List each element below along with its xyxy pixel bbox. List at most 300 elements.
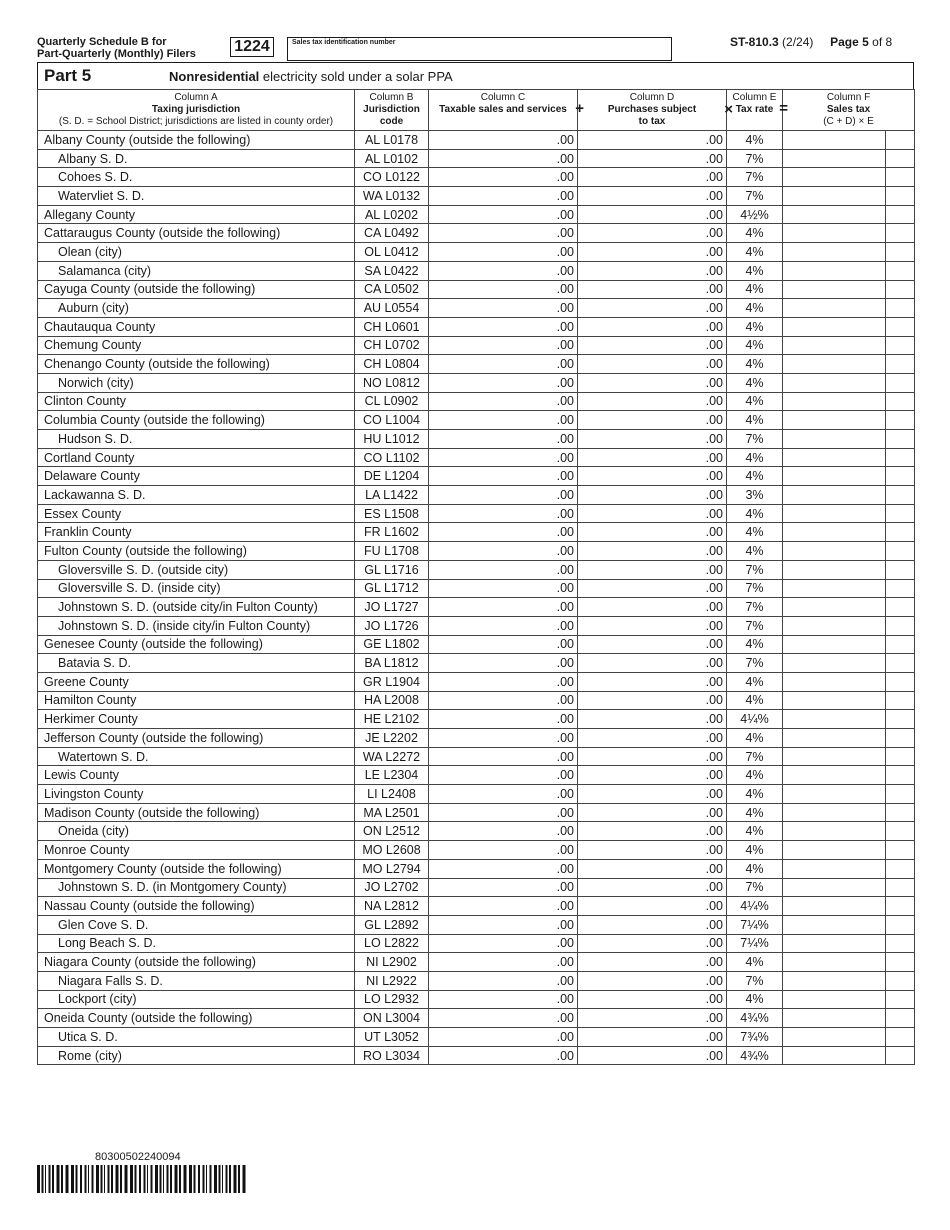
sales-tax-cents-field[interactable] (886, 953, 915, 972)
sales-tax-field[interactable] (783, 598, 886, 617)
taxable-sales-field[interactable]: .00 (429, 523, 578, 542)
jurisdiction-name: Batavia S. D. (38, 654, 355, 673)
purchases-field[interactable]: .00 (578, 131, 727, 150)
jurisdiction-code: SA L0422 (355, 261, 429, 280)
taxable-sales-field[interactable]: .00 (429, 1009, 578, 1028)
jurisdiction-code: JO L1726 (355, 616, 429, 635)
sales-tax-field[interactable] (783, 280, 886, 299)
purchases-field[interactable]: .00 (578, 205, 727, 224)
jurisdiction-name: Long Beach S. D. (38, 934, 355, 953)
jurisdiction-name: Jefferson County (outside the following) (38, 729, 355, 748)
jurisdiction-code: NO L0812 (355, 373, 429, 392)
purchases-field[interactable]: .00 (578, 336, 727, 355)
sales-tax-cents-field[interactable] (886, 224, 915, 243)
tax-rate: 7% (727, 579, 783, 598)
jurisdiction-code: GE L1802 (355, 635, 429, 654)
sales-tax-field[interactable] (783, 616, 886, 635)
jurisdiction-name: Gloversville S. D. (outside city) (38, 560, 355, 579)
sales-tax-field[interactable] (783, 373, 886, 392)
purchases-field[interactable]: .00 (578, 299, 727, 318)
sales-tax-cents-field[interactable] (886, 355, 915, 374)
table-row (38, 280, 915, 299)
taxable-sales-field[interactable]: .00 (429, 280, 578, 299)
sales-tax-cents-field[interactable] (886, 430, 915, 449)
taxable-sales-field[interactable]: .00 (429, 542, 578, 561)
jurisdiction-name: Livingston County (38, 785, 355, 804)
taxable-sales-field[interactable]: .00 (429, 355, 578, 374)
purchases-field[interactable]: .00 (578, 523, 727, 542)
taxable-sales-field[interactable]: .00 (429, 878, 578, 897)
taxable-sales-field[interactable]: .00 (429, 598, 578, 617)
sales-tax-cents-field[interactable] (886, 1046, 915, 1065)
jurisdiction-name: Glen Cove S. D. (38, 915, 355, 934)
taxable-sales-field[interactable]: .00 (429, 467, 578, 486)
purchases-field[interactable]: .00 (578, 355, 727, 374)
purchases-field[interactable]: .00 (578, 542, 727, 561)
column-a-header: Column A Taxing jurisdiction (S. D. = School District; jurisdictions are listed in county order) (38, 90, 355, 131)
purchases-field[interactable]: .00 (578, 1028, 727, 1047)
taxable-sales-field[interactable]: .00 (429, 915, 578, 934)
purchases-field[interactable]: .00 (578, 411, 727, 430)
sales-tax-cents-field[interactable] (886, 616, 915, 635)
purchases-field[interactable]: .00 (578, 785, 727, 804)
tax-rate: 7% (727, 187, 783, 206)
tax-rate: 4¾% (727, 1046, 783, 1065)
sales-tax-field[interactable] (783, 467, 886, 486)
jurisdiction-code: MO L2608 (355, 841, 429, 860)
purchases-field[interactable]: .00 (578, 504, 727, 523)
sales-tax-cents-field[interactable] (886, 822, 915, 841)
taxable-sales-field[interactable]: .00 (429, 560, 578, 579)
form-title-line2: Part-Quarterly (Monthly) Filers (37, 48, 196, 60)
sales-tax-field[interactable] (783, 729, 886, 748)
sales-tax-field[interactable] (783, 299, 886, 318)
sales-tax-field[interactable] (783, 205, 886, 224)
tax-rate: 7% (727, 971, 783, 990)
sales-tax-cents-field[interactable] (886, 672, 915, 691)
sales-tax-cents-field[interactable] (886, 373, 915, 392)
taxable-sales-field[interactable]: .00 (429, 504, 578, 523)
purchases-field[interactable]: .00 (578, 430, 727, 449)
sales-tax-field[interactable] (783, 915, 886, 934)
purchases-field[interactable]: .00 (578, 187, 727, 206)
purchases-field[interactable]: .00 (578, 1046, 727, 1065)
sales-tax-cents-field[interactable] (886, 411, 915, 430)
purchases-field[interactable]: .00 (578, 878, 727, 897)
sales-tax-cents-field[interactable] (886, 467, 915, 486)
sales-tax-field[interactable] (783, 990, 886, 1009)
purchases-field[interactable]: .00 (578, 691, 727, 710)
sales-tax-field[interactable] (783, 392, 886, 411)
purchases-field[interactable]: .00 (578, 934, 727, 953)
jurisdiction-code: JO L1727 (355, 598, 429, 617)
column-d-header: Column D Purchases subject to tax × (578, 90, 727, 131)
purchases-field[interactable]: .00 (578, 168, 727, 187)
table-row (38, 523, 915, 542)
taxable-sales-field[interactable]: .00 (429, 934, 578, 953)
jurisdiction-code: AL L0102 (355, 149, 429, 168)
table-row (38, 616, 915, 635)
purchases-field[interactable]: .00 (578, 486, 727, 505)
sales-tax-cents-field[interactable] (886, 971, 915, 990)
taxable-sales-field[interactable]: .00 (429, 168, 578, 187)
sales-tax-field[interactable] (783, 542, 886, 561)
tax-rate: 4% (727, 355, 783, 374)
purchases-field[interactable]: .00 (578, 729, 727, 748)
sales-tax-cents-field[interactable] (886, 523, 915, 542)
taxable-sales-field[interactable]: .00 (429, 392, 578, 411)
taxable-sales-field[interactable]: .00 (429, 317, 578, 336)
tax-rate: 4% (727, 542, 783, 561)
taxable-sales-field[interactable]: .00 (429, 486, 578, 505)
sales-tax-cents-field[interactable] (886, 486, 915, 505)
purchases-field[interactable]: .00 (578, 598, 727, 617)
jurisdiction-code: LE L2304 (355, 766, 429, 785)
tax-rate: 4% (727, 803, 783, 822)
taxable-sales-field[interactable]: .00 (429, 859, 578, 878)
taxable-sales-field[interactable]: .00 (429, 579, 578, 598)
purchases-field[interactable]: .00 (578, 373, 727, 392)
sales-tax-field[interactable] (783, 672, 886, 691)
jurisdiction-name: Fulton County (outside the following) (38, 542, 355, 561)
purchases-field[interactable]: .00 (578, 635, 727, 654)
tax-rate: 4% (727, 317, 783, 336)
purchases-field[interactable]: .00 (578, 859, 727, 878)
table-row (38, 990, 915, 1009)
sales-tax-cents-field[interactable] (886, 803, 915, 822)
purchases-field[interactable]: .00 (578, 149, 727, 168)
sales-tax-field[interactable] (783, 747, 886, 766)
sales-tax-field[interactable] (783, 822, 886, 841)
sales-tax-cents-field[interactable] (886, 990, 915, 1009)
tax-rate: 4% (727, 859, 783, 878)
table-row (38, 504, 915, 523)
sales-tax-cents-field[interactable] (886, 747, 915, 766)
sales-tax-cents-field[interactable] (886, 131, 915, 150)
sales-tax-cents-field[interactable] (886, 691, 915, 710)
sales-tax-cents-field[interactable] (886, 299, 915, 318)
purchases-field[interactable]: .00 (578, 971, 727, 990)
taxable-sales-field[interactable]: .00 (429, 672, 578, 691)
taxable-sales-field[interactable]: .00 (429, 448, 578, 467)
tax-rate: 4% (727, 766, 783, 785)
sales-tax-cents-field[interactable] (886, 392, 915, 411)
jurisdiction-code: FU L1708 (355, 542, 429, 561)
sales-tax-cents-field[interactable] (886, 897, 915, 916)
taxable-sales-field[interactable]: .00 (429, 149, 578, 168)
jurisdiction-code: AL L0202 (355, 205, 429, 224)
sales-tax-field[interactable] (783, 560, 886, 579)
taxable-sales-field[interactable]: .00 (429, 224, 578, 243)
tax-rate: 7% (727, 747, 783, 766)
taxable-sales-field[interactable]: .00 (429, 336, 578, 355)
sales-tax-field[interactable] (783, 486, 886, 505)
jurisdiction-name: Cortland County (38, 448, 355, 467)
taxable-sales-field[interactable]: .00 (429, 187, 578, 206)
taxable-sales-field[interactable]: .00 (429, 990, 578, 1009)
sales-tax-cents-field[interactable] (886, 560, 915, 579)
table-row (38, 729, 915, 748)
jurisdiction-code: JE L2202 (355, 729, 429, 748)
jurisdiction-code: HU L1012 (355, 430, 429, 449)
taxable-sales-field[interactable]: .00 (429, 635, 578, 654)
purchases-field[interactable]: .00 (578, 560, 727, 579)
sales-tax-cents-field[interactable] (886, 243, 915, 262)
sales-tax-cents-field[interactable] (886, 729, 915, 748)
sales-tax-cents-field[interactable] (886, 878, 915, 897)
purchases-field[interactable]: .00 (578, 243, 727, 262)
sales-tax-field[interactable] (783, 766, 886, 785)
purchases-field[interactable]: .00 (578, 766, 727, 785)
sales-tax-cents-field[interactable] (886, 785, 915, 804)
jurisdiction-name: Clinton County (38, 392, 355, 411)
jurisdiction-code: ON L2512 (355, 822, 429, 841)
sales-tax-cents-field[interactable] (886, 841, 915, 860)
table-row (38, 635, 915, 654)
sales-tax-cents-field[interactable] (886, 579, 915, 598)
sales-tax-cents-field[interactable] (886, 448, 915, 467)
tax-rate: 4% (727, 373, 783, 392)
purchases-field[interactable]: .00 (578, 261, 727, 280)
jurisdiction-code: LO L2932 (355, 990, 429, 1009)
jurisdiction-code: GL L2892 (355, 915, 429, 934)
plus-operator-icon: + (575, 100, 584, 117)
sales-tax-field[interactable] (783, 523, 886, 542)
taxable-sales-field[interactable]: .00 (429, 710, 578, 729)
tax-rate: 7% (727, 654, 783, 673)
sales-tax-field[interactable] (783, 953, 886, 972)
sales-tax-cents-field[interactable] (886, 280, 915, 299)
form-title (37, 36, 196, 60)
purchases-field[interactable]: .00 (578, 448, 727, 467)
purchases-field[interactable]: .00 (578, 280, 727, 299)
jurisdiction-code: ON L3004 (355, 1009, 429, 1028)
table-row (38, 467, 915, 486)
sales-tax-cents-field[interactable] (886, 1009, 915, 1028)
sales-tax-field[interactable] (783, 579, 886, 598)
sales-tax-field[interactable] (783, 430, 886, 449)
jurisdiction-name: Nassau County (outside the following) (38, 897, 355, 916)
sales-tax-field[interactable] (783, 448, 886, 467)
sales-tax-field[interactable] (783, 635, 886, 654)
jurisdiction-code: CA L0502 (355, 280, 429, 299)
sales-tax-cents-field[interactable] (886, 168, 915, 187)
sales-tax-field[interactable] (783, 131, 886, 150)
table-row (38, 205, 915, 224)
tax-rate: 7% (727, 598, 783, 617)
purchases-field[interactable]: .00 (578, 317, 727, 336)
sales-tax-cents-field[interactable] (886, 710, 915, 729)
table-row (38, 317, 915, 336)
purchases-field[interactable]: .00 (578, 710, 727, 729)
column-e-header: Column E Tax rate = (727, 90, 783, 131)
taxable-sales-field[interactable]: .00 (429, 897, 578, 916)
barcode-icon (37, 1165, 249, 1193)
purchases-field[interactable]: .00 (578, 579, 727, 598)
jurisdiction-name: Madison County (outside the following) (38, 803, 355, 822)
table-row (38, 261, 915, 280)
tax-rate: 4% (727, 411, 783, 430)
taxable-sales-field[interactable]: .00 (429, 205, 578, 224)
table-row (38, 336, 915, 355)
jurisdiction-name: Allegany County (38, 205, 355, 224)
sales-tax-cents-field[interactable] (886, 317, 915, 336)
taxable-sales-field[interactable]: .00 (429, 785, 578, 804)
taxable-sales-field[interactable]: .00 (429, 411, 578, 430)
purchases-field[interactable]: .00 (578, 990, 727, 1009)
taxable-sales-field[interactable]: .00 (429, 747, 578, 766)
jurisdiction-code: CO L0122 (355, 168, 429, 187)
sales-tax-cents-field[interactable] (886, 1028, 915, 1047)
sales-tax-field[interactable] (783, 168, 886, 187)
table-row (38, 747, 915, 766)
table-row (38, 803, 915, 822)
taxable-sales-field[interactable]: .00 (429, 1046, 578, 1065)
taxable-sales-field[interactable]: .00 (429, 803, 578, 822)
sales-tax-field[interactable] (783, 934, 886, 953)
sales-tax-id-label: Sales tax identification number (292, 39, 396, 46)
sales-tax-field[interactable] (783, 355, 886, 374)
sales-tax-field[interactable] (783, 691, 886, 710)
table-row (38, 542, 915, 561)
form-number-block (730, 35, 892, 49)
sales-tax-field[interactable] (783, 654, 886, 673)
sales-tax-field[interactable] (783, 841, 886, 860)
jurisdiction-code: NA L2812 (355, 897, 429, 916)
sales-tax-cents-field[interactable] (886, 915, 915, 934)
taxable-sales-field[interactable]: .00 (429, 654, 578, 673)
jurisdiction-code: NI L2922 (355, 971, 429, 990)
sales-tax-cents-field[interactable] (886, 859, 915, 878)
purchases-field[interactable]: .00 (578, 224, 727, 243)
tax-rate: 4% (727, 841, 783, 860)
sales-tax-cents-field[interactable] (886, 598, 915, 617)
purchases-field[interactable]: .00 (578, 841, 727, 860)
part-heading (37, 62, 914, 90)
sales-tax-cents-field[interactable] (886, 654, 915, 673)
purchases-field[interactable]: .00 (578, 953, 727, 972)
jurisdiction-name: Montgomery County (outside the following) (38, 859, 355, 878)
sales-tax-cents-field[interactable] (886, 336, 915, 355)
jurisdiction-name: Johnstown S. D. (inside city/in Fulton County) (38, 616, 355, 635)
jurisdiction-name: Herkimer County (38, 710, 355, 729)
jurisdiction-name: Johnstown S. D. (in Montgomery County) (38, 878, 355, 897)
tax-rate: 4% (727, 785, 783, 804)
taxable-sales-field[interactable]: .00 (429, 822, 578, 841)
taxable-sales-field[interactable]: .00 (429, 1028, 578, 1047)
purchases-field[interactable]: .00 (578, 1009, 727, 1028)
purchases-field[interactable]: .00 (578, 654, 727, 673)
purchases-field[interactable]: .00 (578, 747, 727, 766)
purchases-field[interactable]: .00 (578, 915, 727, 934)
sales-tax-cents-field[interactable] (886, 187, 915, 206)
taxable-sales-field[interactable]: .00 (429, 953, 578, 972)
sales-tax-field[interactable] (783, 878, 886, 897)
jurisdiction-name: Watertown S. D. (38, 747, 355, 766)
sales-tax-field[interactable] (783, 1009, 886, 1028)
sales-tax-cents-field[interactable] (886, 635, 915, 654)
tax-rate: 7% (727, 168, 783, 187)
taxable-sales-field[interactable]: .00 (429, 729, 578, 748)
tax-rate: 4% (727, 822, 783, 841)
sales-tax-field[interactable] (783, 317, 886, 336)
taxable-sales-field[interactable]: .00 (429, 430, 578, 449)
sales-tax-field[interactable] (783, 411, 886, 430)
sales-tax-cents-field[interactable] (886, 149, 915, 168)
sales-tax-field[interactable] (783, 785, 886, 804)
sales-tax-cents-field[interactable] (886, 542, 915, 561)
jurisdiction-code: MO L2794 (355, 859, 429, 878)
taxable-sales-field[interactable]: .00 (429, 616, 578, 635)
purchases-field[interactable]: .00 (578, 616, 727, 635)
jurisdiction-name: Auburn (city) (38, 299, 355, 318)
purchases-field[interactable]: .00 (578, 822, 727, 841)
sales-tax-field[interactable] (783, 243, 886, 262)
jurisdiction-name: Lackawanna S. D. (38, 486, 355, 505)
jurisdiction-name: Albany S. D. (38, 149, 355, 168)
sales-tax-field[interactable] (783, 859, 886, 878)
purchases-field[interactable]: .00 (578, 672, 727, 691)
table-row (38, 392, 915, 411)
taxable-sales-field[interactable]: .00 (429, 971, 578, 990)
taxable-sales-field[interactable]: .00 (429, 261, 578, 280)
sales-tax-field[interactable] (783, 187, 886, 206)
taxable-sales-field[interactable]: .00 (429, 766, 578, 785)
sales-tax-cents-field[interactable] (886, 934, 915, 953)
sales-tax-field[interactable] (783, 803, 886, 822)
jurisdiction-code: GL L1716 (355, 560, 429, 579)
sales-tax-field[interactable] (783, 224, 886, 243)
jurisdiction-name: Watervliet S. D. (38, 187, 355, 206)
purchases-field[interactable]: .00 (578, 392, 727, 411)
jurisdiction-code: LA L1422 (355, 486, 429, 505)
purchases-field[interactable]: .00 (578, 467, 727, 486)
sales-tax-field[interactable] (783, 1028, 886, 1047)
taxable-sales-field[interactable]: .00 (429, 243, 578, 262)
sales-tax-cents-field[interactable] (886, 766, 915, 785)
table-row (38, 654, 915, 673)
table-header-row (38, 90, 915, 131)
taxable-sales-field[interactable]: .00 (429, 299, 578, 318)
sales-tax-field[interactable] (783, 261, 886, 280)
sales-tax-cents-field[interactable] (886, 261, 915, 280)
sales-tax-cents-field[interactable] (886, 504, 915, 523)
sales-tax-field[interactable] (783, 336, 886, 355)
sales-tax-field[interactable] (783, 710, 886, 729)
jurisdiction-name: Niagara Falls S. D. (38, 971, 355, 990)
tax-rate: 4% (727, 729, 783, 748)
table-row (38, 934, 915, 953)
sales-tax-field[interactable] (783, 897, 886, 916)
sales-tax-field[interactable] (783, 1046, 886, 1065)
sales-tax-id-field[interactable] (287, 37, 672, 61)
purchases-field[interactable]: .00 (578, 803, 727, 822)
taxable-sales-field[interactable]: .00 (429, 841, 578, 860)
jurisdiction-name: Monroe County (38, 841, 355, 860)
sales-tax-field[interactable] (783, 971, 886, 990)
taxable-sales-field[interactable]: .00 (429, 131, 578, 150)
sales-tax-field[interactable] (783, 504, 886, 523)
form-revision: (2/24) (782, 35, 814, 49)
taxable-sales-field[interactable]: .00 (429, 691, 578, 710)
sales-tax-field[interactable] (783, 149, 886, 168)
tax-rate: 7¾% (727, 1028, 783, 1047)
sales-tax-cents-field[interactable] (886, 205, 915, 224)
purchases-field[interactable]: .00 (578, 897, 727, 916)
table-row (38, 915, 915, 934)
taxable-sales-field[interactable]: .00 (429, 373, 578, 392)
jurisdiction-code: CO L1102 (355, 448, 429, 467)
